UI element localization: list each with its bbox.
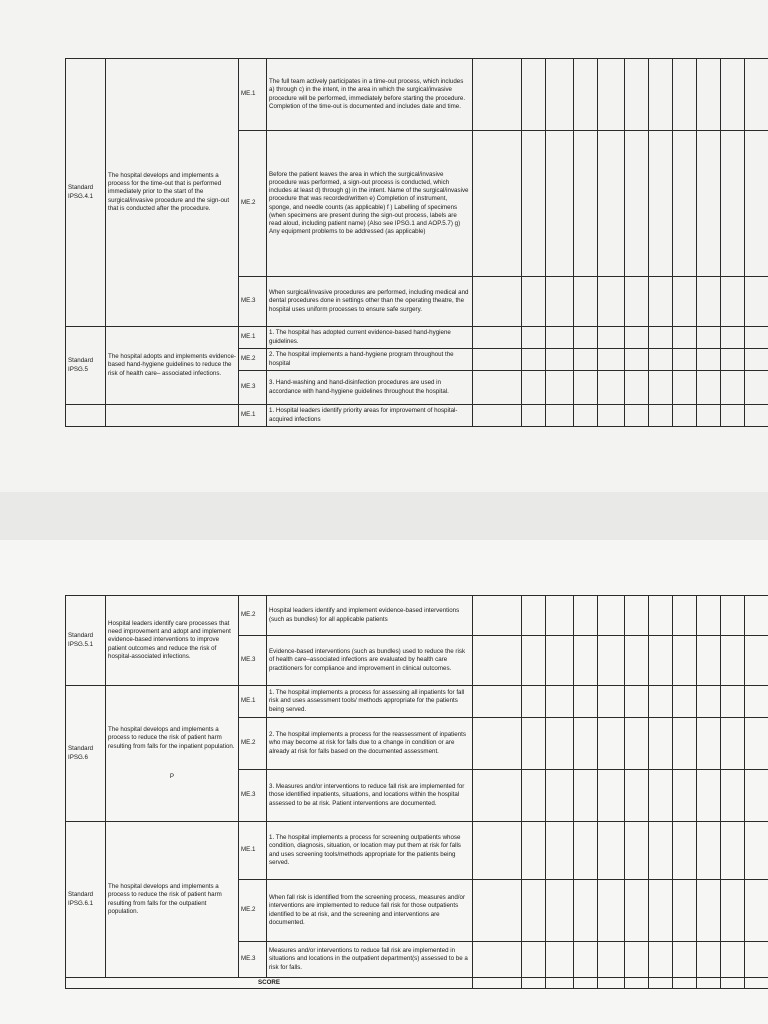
score-cell bbox=[598, 371, 625, 405]
score-cell bbox=[574, 770, 598, 822]
measurable-element-text: 3. Measures and/or interventions to reduce fall risk are implemented for those identified inpatients, situations, and locations within the hospital assessed to be at risk. Patient interventions are documented. bbox=[267, 770, 473, 822]
score-cell bbox=[721, 718, 745, 770]
score-cell bbox=[721, 822, 745, 880]
score-cell bbox=[574, 327, 598, 349]
score-cell bbox=[546, 942, 574, 978]
measurable-element-text: 1. The hospital has adopted current evidence-based hand-hygiene guidelines. bbox=[267, 327, 473, 349]
score-cell bbox=[649, 978, 673, 989]
score-cell bbox=[598, 131, 625, 277]
score-cell bbox=[649, 349, 673, 371]
score-cell bbox=[473, 978, 522, 989]
score-cell bbox=[673, 718, 697, 770]
score-cell bbox=[598, 978, 625, 989]
score-cell bbox=[473, 636, 522, 686]
score-cell bbox=[574, 880, 598, 942]
score-cell bbox=[745, 277, 768, 327]
standard-code: Standard IPSG.5 bbox=[66, 327, 106, 405]
score-cell bbox=[522, 718, 546, 770]
score-cell bbox=[598, 405, 625, 427]
score-cell bbox=[598, 942, 625, 978]
score-cell bbox=[546, 636, 574, 686]
score-cell bbox=[721, 636, 745, 686]
score-cell bbox=[473, 405, 522, 427]
score-cell bbox=[673, 636, 697, 686]
score-cell bbox=[649, 770, 673, 822]
score-cell bbox=[625, 349, 649, 371]
score-cell bbox=[522, 59, 546, 131]
score-cell bbox=[546, 978, 574, 989]
measurable-element-text: When surgical/invasive procedures are performed, including medical and dental procedures done in settings other than the operating theatre, the hospital uses uniform processes to ensure safe surgery. bbox=[267, 277, 473, 327]
score-cell bbox=[598, 770, 625, 822]
score-cell bbox=[721, 880, 745, 942]
measurable-element-id: ME.1 bbox=[239, 327, 267, 349]
score-cell bbox=[473, 770, 522, 822]
score-cell bbox=[697, 131, 721, 277]
score-cell bbox=[625, 942, 649, 978]
standard-code: Standard IPSG.6.1 bbox=[66, 822, 106, 978]
score-cell bbox=[649, 131, 673, 277]
score-cell bbox=[473, 327, 522, 349]
score-cell bbox=[625, 686, 649, 718]
score-cell bbox=[697, 942, 721, 978]
score-cell bbox=[473, 718, 522, 770]
score-cell bbox=[649, 371, 673, 405]
score-cell bbox=[745, 59, 768, 131]
score-cell bbox=[721, 596, 745, 636]
score-cell bbox=[721, 942, 745, 978]
standard-code: Standard IPSG.5.1 bbox=[66, 596, 106, 686]
score-cell bbox=[598, 636, 625, 686]
page-gap bbox=[0, 492, 768, 540]
measurable-element-id: ME.1 bbox=[239, 686, 267, 718]
score-cell bbox=[574, 59, 598, 131]
measurable-element-text: Hospital leaders identify and implement evidence-based interventions (such as bundles) for all applicable patients bbox=[267, 596, 473, 636]
score-cell bbox=[522, 371, 546, 405]
score-cell bbox=[574, 942, 598, 978]
score-cell bbox=[625, 822, 649, 880]
score-cell bbox=[522, 636, 546, 686]
score-cell bbox=[625, 405, 649, 427]
score-cell bbox=[546, 349, 574, 371]
score-cell bbox=[649, 822, 673, 880]
score-cell bbox=[598, 349, 625, 371]
score-cell bbox=[522, 978, 546, 989]
score-cell bbox=[721, 327, 745, 349]
score-cell bbox=[649, 405, 673, 427]
assessment-table-page-one bbox=[65, 58, 768, 427]
score-cell bbox=[522, 277, 546, 327]
score-cell bbox=[522, 686, 546, 718]
page-two bbox=[0, 540, 768, 1024]
score-cell bbox=[574, 131, 598, 277]
score-cell bbox=[625, 596, 649, 636]
score-cell bbox=[649, 942, 673, 978]
measurable-element-text: Evidence-based interventions (such as bundles) used to reduce the risk of health care–associated infections are evaluated by health care practitioners for compliance and improvement in clinical outcomes. bbox=[267, 636, 473, 686]
score-cell bbox=[745, 880, 768, 942]
score-cell bbox=[745, 686, 768, 718]
score-cell bbox=[473, 880, 522, 942]
score-cell bbox=[625, 131, 649, 277]
score-cell bbox=[522, 349, 546, 371]
score-cell bbox=[546, 59, 574, 131]
score-cell bbox=[473, 822, 522, 880]
score-cell bbox=[745, 770, 768, 822]
score-cell bbox=[473, 686, 522, 718]
score-cell bbox=[598, 880, 625, 942]
score-cell bbox=[546, 822, 574, 880]
score-cell bbox=[697, 718, 721, 770]
score-cell bbox=[522, 327, 546, 349]
score-cell bbox=[745, 718, 768, 770]
score-cell bbox=[106, 686, 239, 822]
measurable-element-text: 2. The hospital implements a hand-hygiene program throughout the hospital bbox=[267, 349, 473, 371]
score-cell bbox=[721, 405, 745, 427]
measurable-element-id: ME.2 bbox=[239, 131, 267, 277]
score-cell bbox=[721, 59, 745, 131]
score-cell bbox=[546, 718, 574, 770]
table-row bbox=[66, 59, 768, 131]
measurable-element-id: ME.2 bbox=[239, 596, 267, 636]
score-cell bbox=[598, 327, 625, 349]
measurable-element-text: Measures and/or interventions to reduce fall risk are implemented in situations and locations in the outpatient department(s) assessed to be a risk for falls. bbox=[267, 942, 473, 978]
score-cell bbox=[697, 880, 721, 942]
score-cell bbox=[745, 131, 768, 277]
score-cell bbox=[745, 636, 768, 686]
score-cell bbox=[673, 131, 697, 277]
score-cell bbox=[546, 405, 574, 427]
table-row bbox=[66, 405, 768, 427]
table-row bbox=[66, 327, 768, 349]
measurable-element-text: 3. Hand-washing and hand-disinfection procedures are used in accordance with hand-hygiene guidelines throughout the hospital. bbox=[267, 371, 473, 405]
score-cell bbox=[546, 131, 574, 277]
table-row bbox=[66, 596, 768, 636]
score-cell bbox=[649, 596, 673, 636]
measurable-element-text: 1. Hospital leaders identify priority areas for improvement of hospital-acquired infections bbox=[267, 405, 473, 427]
measurable-element-id: ME.3 bbox=[239, 770, 267, 822]
score-cell bbox=[106, 405, 239, 427]
score-cell bbox=[625, 770, 649, 822]
score-cell bbox=[473, 942, 522, 978]
measurable-element-id: ME.1 bbox=[239, 822, 267, 880]
standard-code: Standard IPSG.6 bbox=[66, 686, 106, 822]
measurable-element-id: ME.1 bbox=[239, 59, 267, 131]
score-cell bbox=[697, 822, 721, 880]
score-cell bbox=[697, 596, 721, 636]
score-cell bbox=[546, 371, 574, 405]
score-cell bbox=[673, 942, 697, 978]
score-row bbox=[66, 978, 768, 989]
score-cell bbox=[697, 405, 721, 427]
score-cell bbox=[673, 880, 697, 942]
score-cell bbox=[721, 371, 745, 405]
score-cell bbox=[697, 636, 721, 686]
measurable-element-text: 1. The hospital implements a process for screening outpatients whose condition, diagnosis, situation, or location may put them at risk for falls and uses screening tools/methods appropriate for the patients being served. bbox=[267, 822, 473, 880]
score-cell bbox=[574, 405, 598, 427]
score-cell bbox=[574, 371, 598, 405]
score-cell bbox=[697, 371, 721, 405]
score-cell bbox=[598, 686, 625, 718]
standard-description: The hospital develops and implements a process to reduce the risk of patient harm resulting from falls for the inpatient population. bbox=[108, 726, 235, 750]
measurable-element-text: 1. The hospital implements a process for assessing all inpatients for fall risk and uses assessment tools/ methods appropriate for the patients being served. bbox=[267, 686, 473, 718]
score-cell bbox=[598, 718, 625, 770]
score-cell bbox=[649, 327, 673, 349]
measurable-element-text: The full team actively participates in a time-out process, which includes a) through c) in the intent, in the area in which the surgical/invasive procedure will be performed, immediately before starting the procedure. Completion of the time-out is documented and includes date and time. bbox=[267, 59, 473, 131]
score-cell bbox=[673, 770, 697, 822]
score-cell bbox=[649, 718, 673, 770]
score-cell bbox=[598, 596, 625, 636]
score-cell bbox=[625, 880, 649, 942]
score-cell bbox=[522, 880, 546, 942]
score-cell bbox=[673, 371, 697, 405]
score-cell bbox=[598, 822, 625, 880]
table-row bbox=[66, 686, 768, 718]
score-cell bbox=[697, 686, 721, 718]
score-cell bbox=[745, 405, 768, 427]
score-cell bbox=[546, 596, 574, 636]
score-cell bbox=[745, 596, 768, 636]
measurable-element-text: When fall risk is identified from the screening process, measures and/or interventions are implemented to reduce fall risk for those outpatients identified to be at risk, and the screening and interventions are documented. bbox=[267, 880, 473, 942]
score-cell bbox=[673, 277, 697, 327]
score-cell bbox=[574, 718, 598, 770]
score-cell bbox=[625, 978, 649, 989]
score-cell bbox=[649, 686, 673, 718]
score-cell bbox=[721, 277, 745, 327]
score-cell bbox=[522, 942, 546, 978]
standard-description: The hospital develops and implements a process for the time-out that is performed immediately prior to the start of the surgical/invasive procedure and the sign-out that is conducted after the procedure. bbox=[106, 59, 239, 327]
score-cell bbox=[697, 59, 721, 131]
measurable-element-id: ME.3 bbox=[239, 371, 267, 405]
score-cell bbox=[574, 596, 598, 636]
page-one bbox=[0, 0, 768, 492]
score-cell bbox=[574, 686, 598, 718]
score-cell bbox=[522, 405, 546, 427]
score-cell bbox=[473, 349, 522, 371]
score-cell bbox=[673, 349, 697, 371]
score-cell bbox=[649, 277, 673, 327]
score-cell bbox=[546, 686, 574, 718]
score-cell bbox=[522, 131, 546, 277]
score-cell bbox=[574, 822, 598, 880]
score-cell bbox=[673, 686, 697, 718]
score-cell bbox=[546, 880, 574, 942]
score-cell bbox=[625, 327, 649, 349]
score-cell bbox=[625, 277, 649, 327]
score-cell bbox=[598, 59, 625, 131]
assessment-table-page-two bbox=[65, 595, 768, 989]
score-cell bbox=[745, 822, 768, 880]
score-cell bbox=[721, 770, 745, 822]
measurable-element-id: ME.3 bbox=[239, 277, 267, 327]
measurable-element-id: ME.2 bbox=[239, 349, 267, 371]
score-cell bbox=[522, 822, 546, 880]
measurable-element-text: Before the patient leaves the area in which the surgical/invasive procedure was performed, a sign-out process is conducted, which includes at least d) through g) in the intent. Name of the surgical/invasive procedure that was recorded/written e) Completion of instrument, sponge, and needle counts (as applicable) f ) Labelling of specimens (when specimens are present during the sign-out process, labels are read aloud, including patient name) (Also see IPSG.1 and AOP.5.7) g) Any equipment problems to be addressed (as applicable) bbox=[267, 131, 473, 277]
measurable-element-id: ME.2 bbox=[239, 718, 267, 770]
score-cell bbox=[745, 942, 768, 978]
score-cell bbox=[625, 371, 649, 405]
standard-code: Standard IPSG.4.1 bbox=[66, 59, 106, 327]
score-cell bbox=[745, 978, 768, 989]
score-cell bbox=[625, 636, 649, 686]
score-cell bbox=[625, 59, 649, 131]
score-cell bbox=[673, 405, 697, 427]
score-cell bbox=[473, 131, 522, 277]
score-label: SCORE bbox=[66, 978, 473, 989]
score-cell bbox=[673, 59, 697, 131]
score-cell bbox=[574, 636, 598, 686]
measurable-element-id: ME.1 bbox=[239, 405, 267, 427]
score-cell bbox=[721, 686, 745, 718]
score-cell bbox=[673, 596, 697, 636]
score-cell bbox=[673, 327, 697, 349]
score-cell bbox=[473, 596, 522, 636]
score-cell bbox=[745, 327, 768, 349]
standard-description: Hospital leaders identify care processes that need improvement and adopt and implement evidence-based interventions to improve patient outcomes and reduce the risk of hospital-associated infections. bbox=[106, 596, 239, 686]
score-cell bbox=[721, 131, 745, 277]
score-cell bbox=[625, 718, 649, 770]
score-cell bbox=[697, 277, 721, 327]
score-cell bbox=[745, 371, 768, 405]
score-cell bbox=[697, 978, 721, 989]
table-row bbox=[66, 822, 768, 880]
measurable-element-id: ME.3 bbox=[239, 942, 267, 978]
score-cell bbox=[649, 59, 673, 131]
measurable-element-id: ME.3 bbox=[239, 636, 267, 686]
score-cell bbox=[697, 327, 721, 349]
score-cell bbox=[66, 405, 106, 427]
score-cell bbox=[649, 880, 673, 942]
score-cell bbox=[574, 349, 598, 371]
score-cell bbox=[721, 349, 745, 371]
score-cell bbox=[673, 978, 697, 989]
score-cell bbox=[546, 277, 574, 327]
score-cell bbox=[522, 596, 546, 636]
measurable-element-text: 2. The hospital implements a process for the reassessment of inpatients who may become at risk for falls due to a change in condition or are already at risk for falls based on the documented assessment. bbox=[267, 718, 473, 770]
score-cell bbox=[697, 349, 721, 371]
margin-mark: P bbox=[169, 772, 175, 780]
score-cell bbox=[522, 770, 546, 822]
score-cell bbox=[649, 636, 673, 686]
score-cell bbox=[473, 59, 522, 131]
score-cell bbox=[473, 371, 522, 405]
measurable-element-id: ME.2 bbox=[239, 880, 267, 942]
score-cell bbox=[721, 978, 745, 989]
standard-description: The hospital adopts and implements evidence-based hand-hygiene guidelines to reduce the risk of health care– associated infections. bbox=[106, 327, 239, 405]
score-cell bbox=[473, 277, 522, 327]
score-cell bbox=[598, 277, 625, 327]
score-cell bbox=[574, 277, 598, 327]
score-cell bbox=[574, 978, 598, 989]
score-cell bbox=[697, 770, 721, 822]
score-cell bbox=[546, 327, 574, 349]
score-cell bbox=[673, 822, 697, 880]
score-cell bbox=[546, 770, 574, 822]
score-cell bbox=[745, 349, 768, 371]
standard-description: The hospital develops and implements a process to reduce the risk of patient harm resulting from falls for the outpatient population. bbox=[106, 822, 239, 978]
